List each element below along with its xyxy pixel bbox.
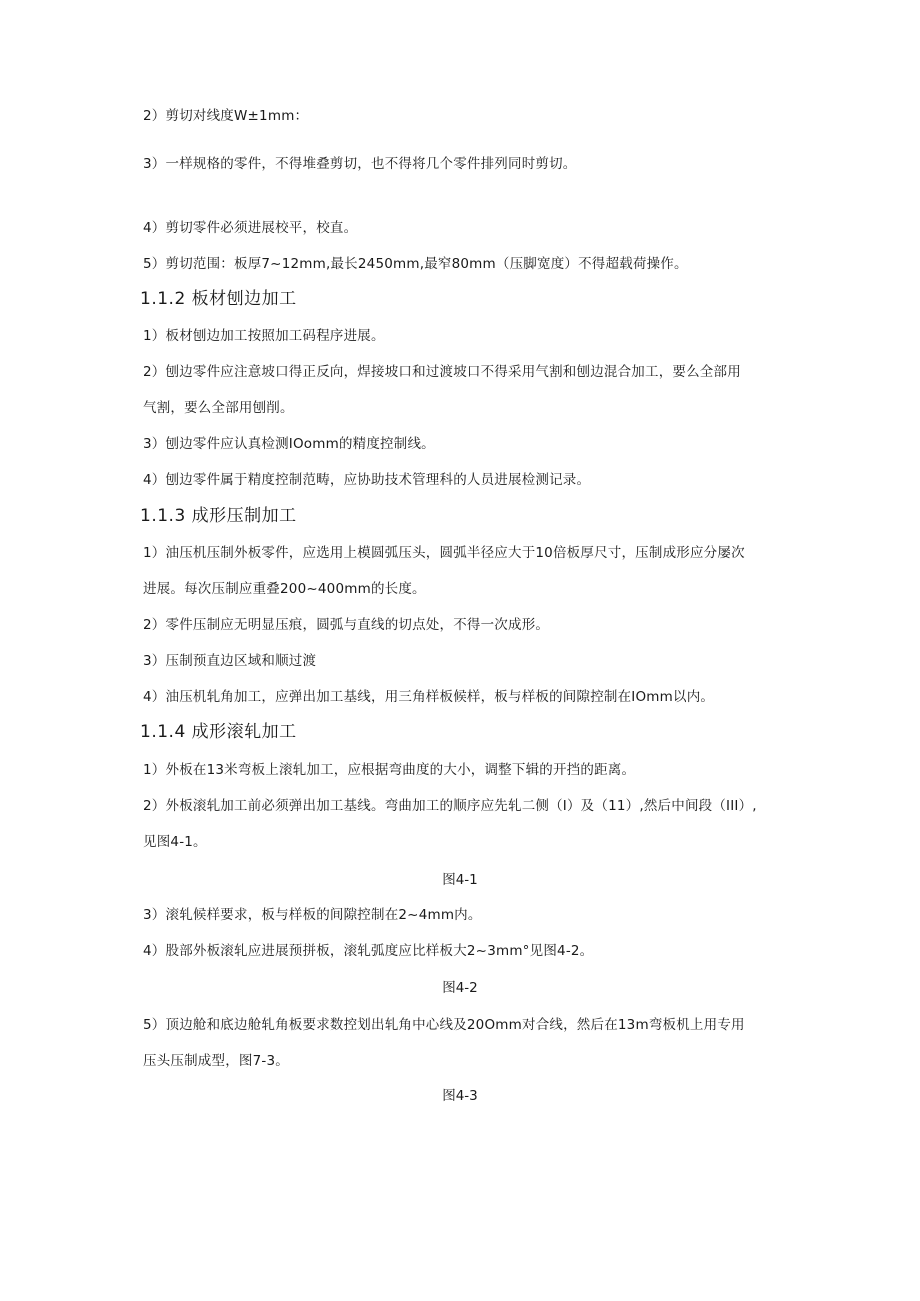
paragraph-roll-5-line-2: 压头压制成型，图7-3。 <box>143 1053 289 1069</box>
paragraph-roll-2-line-2: 见图4-1。 <box>143 834 207 850</box>
paragraph-cut-4: 4）剪切零件必须进展校平，校直。 <box>143 220 358 236</box>
paragraph-plane-3: 3）刨边零件应认真检测IOomm的精度控制线。 <box>143 436 435 452</box>
paragraph-roll-5-line-1: 5）顶边舱和底边舱轧角板要求数控划出轧角中心线及20Omm对合线，然后在13m弯板机上用专用 <box>143 1017 745 1033</box>
paragraph-press-1-line-1: 1）油压机压制外板零件，应选用上模圆弧压头，圆弧半径应大于10倍板厚尺寸，压制成形应分屡次 <box>143 545 745 561</box>
paragraph-roll-1: 1）外板在13米弯板上滚轧加工，应根据弯曲度的大小，调整下辑的开挡的距离。 <box>143 762 636 778</box>
paragraph-press-2: 2）零件压制应无明显压痕，圆弧与直线的切点处，不得一次成形。 <box>143 617 550 633</box>
paragraph-press-4: 4）油压机轧角加工，应弹出加工基线，用三角样板候样，板与样板的间隙控制在IOmm以内。 <box>143 689 715 705</box>
paragraph-cut-5: 5）剪切范围：板厚7~12mm,最长2450mm,最窄80mm（压脚宽度）不得超载荷操作。 <box>143 256 688 272</box>
section-heading-1-1-3: 1.1.3 成形压制加工 <box>140 506 297 526</box>
paragraph-press-1-line-2: 进展。每次压制应重叠200~400mm的长度。 <box>143 581 426 597</box>
figure-caption-4-1: 图4-1 <box>442 872 478 888</box>
figure-caption-4-2: 图4-2 <box>442 980 478 996</box>
paragraph-plane-2-line-2: 气割，要么全部用刨削。 <box>143 400 294 416</box>
section-heading-1-1-2: 1.1.2 板材刨边加工 <box>140 289 297 309</box>
paragraph-plane-4: 4）刨边零件属于精度控制范畴，应协助技术管理科的人员进展检测记录。 <box>143 472 591 488</box>
figure-caption-4-3: 图4-3 <box>442 1088 478 1104</box>
section-heading-1-1-4: 1.1.4 成形滚轧加工 <box>140 722 297 742</box>
paragraph-plane-1: 1）板材刨边加工按照加工码程序进展。 <box>143 328 385 344</box>
paragraph-press-3: 3）压制预直边区域和顺过渡 <box>143 653 317 669</box>
paragraph-cut-3: 3）一样规格的零件，不得堆叠剪切，也不得将几个零件排列同时剪切。 <box>143 156 577 172</box>
paragraph-roll-2-line-1: 2）外板滚轧加工前必须弹出加工基线。弯曲加工的顺序应先轧二侧（I）及（11）,然后中间段（III）, <box>143 798 757 814</box>
paragraph-plane-2-line-1: 2）刨边零件应注意坡口得正反向，焊接坡口和过渡坡口不得采用气割和刨边混合加工，要么全部用 <box>143 364 741 380</box>
paragraph-roll-4: 4）股部外板滚轧应进展预拼板，滚轧弧度应比样板大2~3mm°见图4-2。 <box>143 943 594 959</box>
paragraph-cut-2: 2）剪切对线度W±1mm： <box>143 108 309 124</box>
paragraph-roll-3: 3）滚轧候样要求，板与样板的间隙控制在2~4mm内。 <box>143 907 482 923</box>
